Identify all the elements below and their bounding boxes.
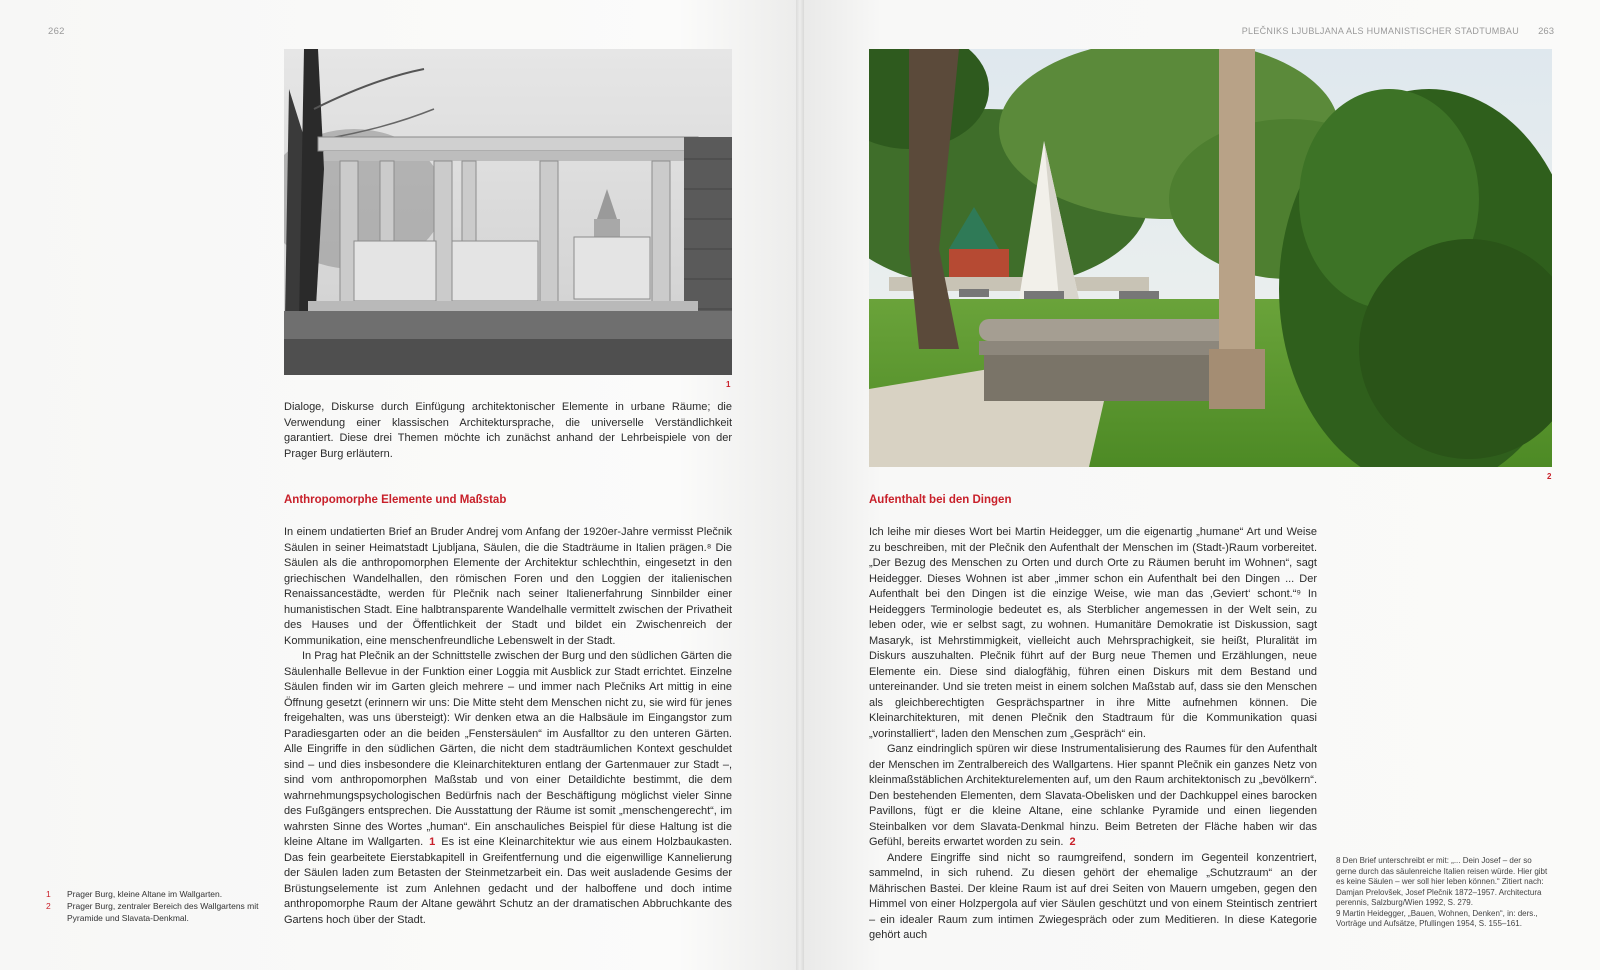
- section-heading-right: Aufenthalt bei den Dingen: [869, 494, 1012, 506]
- paragraph: In einem undatierten Brief an Bruder Andrej vom Anfang der 1920er-Jahre vermisst Plečnik Säulen in seiner Heimatstadt Ljubljana, Säulen, die die Stadträume in Italien prägen.⁸ Die Säulen als die anthropomorphen Elemente der Architektur schlechthin, eingesetzt in den griechischen Wandelhallen, den römischen Foren und den Loggien der italienischen Renaissancestädte, werden für Plečnik nach seiner Italienerfahrung Sinnbilder einer humanistischen Stadt. Eine halbtransparente Wandelhalle vermittelt zwischen der Privatheit des Hauses und der Öffentlichkeit der Stadt und bildet ein Zwischenreich der Kommunikation, eine menschenfreundliche Lebenswelt in der Stadt.: [284, 526, 732, 647]
- paragraph: Ich leihe mir dieses Wort bei Martin Heidegger, um die eigenartig „humane“ Art und Weise zu beschreiben, mit der Plečnik den Aufenthalt der Menschen im (Stadt-)Raum vorbereitet. „Der Bezug des Menschen zu Orten und durch Orte zu Räumen beruht im Wohnen“, sagt Heidegger. Dieses Wohnen ist aber „immer schon ein Aufenthalt bei den Dingen ... Der Aufenthalt bei den Dingen ist die einzige Weise, wie man das ‚Geviert‘ schont.“⁹ In Heideggers Terminologie bedeutet es, als Sterblicher angemessen in der Welt sein, zu leben oder, wie er selbst sagt, zu wohnen. Humanitäre Demokratie ist Diskussion, sagt Masaryk, ist Mehrstimmigkeit, vielleicht auch Mehrsprachigkeit, sie heißt, Pluralität im Diskurs auszuhalten. Plečnik führt auf der Burg neue Themen und Erzählungen, neue Elemente ein. Diese sind dialogfähig, führen einen Diskurs mit dem Bestand und untereinander. Und sie treten meist in einem solchen Maßstab auf, dass sie den Menschen als gleichberechtigten Gesprächspartner in ihre Mitte aufnehmen können. Die Kleinarchitekturen, mit denen Plečnik den Stadtraum für die Kommunikation quasi „vorinstalliert“, laden den Menschen zum „Gespräch“ ein.: [869, 526, 1317, 740]
- figure-number-1: 1: [726, 380, 731, 389]
- photo-altane: [284, 49, 732, 375]
- page-number-right: 263: [1538, 26, 1554, 37]
- paragraph: Andere Eingriffe sind nicht so raumgreifend, sondern im Gegenteil konzentriert, sammelnd, in sich ruhend. Zu diesen gehört der ehemalige „Schutzraum“ an der Mährischen Bastei. Der kleine Raum ist auf drei Seiten von Mauern umgeben, gegen den Himmel von einer Holzpergola auf vier Säulen geschützt und von einem Steintisch zentriert – ein idealer Raum zum intimen Zwiegespräch oder zum Meditieren. In diese Kategorie gehört auch: [869, 851, 1317, 941]
- page-number-left: 262: [48, 26, 65, 37]
- footnotes: [1336, 856, 1552, 930]
- photo-wallgarten: [869, 49, 1552, 467]
- section-heading-left: Anthropomorphe Elemente und Maßstab: [284, 494, 507, 506]
- figure-ref-1: 1: [429, 836, 436, 848]
- footnote-8: 8 Den Brief unterschreibt er mit: „... Dein Josef – der so gerne durch das säulenreiche Italien reisen würde. Hier gibt es keine Säulen – wer soll hier leben können.“ Zitiert nach: Damjan Prelovšek, Josef Plečnik 1872–1957. Architectura perennis, Salzburg/Wien 1992, S. 279.: [1336, 856, 1548, 907]
- running-head: PLEČNIKS LJUBLJANA ALS HUMANISTISCHER STADTUMBAU: [1241, 26, 1519, 36]
- footnote-9: 9 Martin Heidegger, „Bauen, Wohnen, Denken“, in: ders., Vorträge und Aufsätze, Pfullingen 1954, S. 155–161.: [1336, 908, 1538, 928]
- intro-paragraph: Dialoge, Diskurse durch Einfügung architektonischer Elemente in urbane Räume; die Verwendung einer klassischen Architektursprache, die universelle Verständlichkeit garantiert. Diese drei Themen möchte ich zunächst anhand der Lehrbeispiele von der Prager Burg erläutern.: [284, 401, 732, 460]
- left-body-column: [284, 525, 732, 928]
- figure-number-2: 2: [1547, 472, 1552, 481]
- figure-captions: [46, 888, 266, 924]
- book-gutter: [796, 0, 804, 970]
- paragraph: In Prag hat Plečnik an der Schnittstelle zwischen der Burg und den südlichen Gärten die Säulenhalle Bellevue in der Funktion einer Loggia mit Ausblick zur Stadt errichtet. Einzelne Säulen finden wir im Garten gleich mehrere – und immer nach Plečniks Art mittig in eine Öffnung gesetzt (erinnern wir uns: Die Mitte steht dem Menschen nicht zu, sie wird für jenes freigehalten, was uns übersteigt): Wir denken etwa an die Halbsäule im Eingangstor zum Paradiesgarten oder an die beiden „Fenstersäulen“ im Ausfalltor zu den unteren Gärten. Alle Eingriffe in den südlichen Gärten, die nicht dem stadträumlichen Kontext geschuldet sind – und dies insbesondere die Kleinarchitekturen entlang der Gartenmauer zur Stadt –, sind vom anthropomorphen Maßstab und von einer Detaildichte bestimmt, die dem wahrnehmungspsychologischen Bedürfnis nach der Beschäftigung möglichst vieler Sinne des Fußgängers entsprechen. Die Ausstattung der Räume ist somit „menschengerecht“, im wahrsten Sinne des Wortes „human“. Ein anschauliches Beispiel für diese Haltung ist die kleine Altane im Wallgarten. 1 Es ist eine Kleinarchitektur wie aus einem Holzbaukasten. Das fein gearbeitete Eierstabkapitell in Greifentfernung und die eigenwillige Kannelierung der Säulen laden zum Betasten der Steinmetzarbeit ein. Das weit ausladende Gesims der Brüstungselemente ist zum Anlehnen gedacht und der halboffene und doch intime anthropomorphe Raum der Altane gewährt Schutz an der dramatischen Abbruchkante des Gartens hoch über der Stadt.: [284, 650, 733, 926]
- caption-2: 2 Prager Burg, zentraler Bereich des Wallgartens mit Pyramide und Slavata-Denkmal.: [46, 901, 259, 923]
- right-body-column: [869, 525, 1317, 944]
- caption-1: 1 Prager Burg, kleine Altane im Wallgarten.: [46, 889, 223, 899]
- figure-ref-2: 2: [1069, 836, 1076, 848]
- paragraph: Ganz eindringlich spüren wir diese Instrumentalisierung des Raumes für den Aufenthalt der Menschen im Zentralbereich des Wallgartens. Hier spannt Plečnik ein ganzes Netz von kleinmaßstäblichen Architekturelementen auf, um den Raum architektonisch zu „bevölkern“. Den bestehenden Elementen, dem Slavata-Obelisken und der Dachkuppel eines barocken Pavillons, fügt er die kleine Altane, eine schlanke Pyramide und einen liegenden Steinbalken vor dem Slavata-Denkmal hinzu. Beim Betreten der Fläche haben wir das Gefühl, bereits erwartet worden zu sein. 2: [869, 743, 1317, 848]
